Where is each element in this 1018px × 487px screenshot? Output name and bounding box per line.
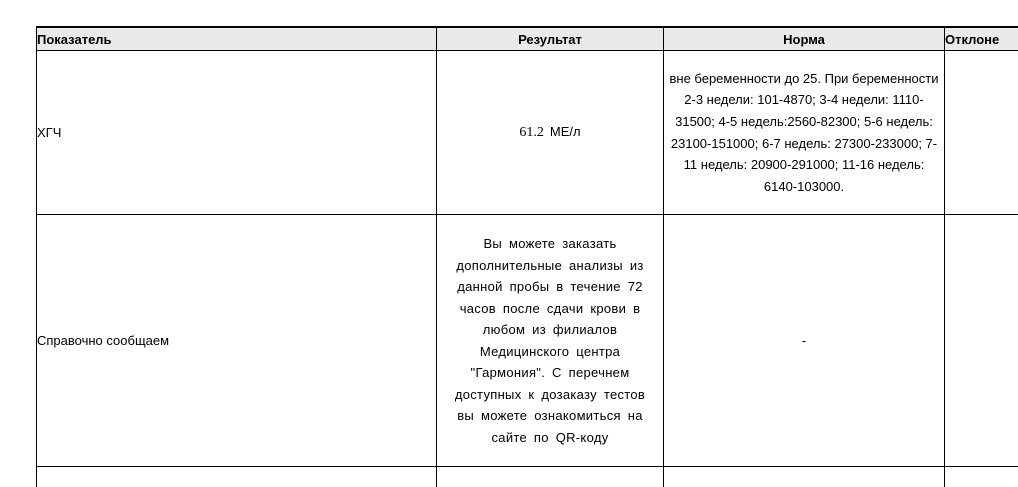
- norm-text: вне беременности до 25. При беременности 2-3 недели: 101-4870; 3-4 недели: 1110-31500; 4-5 недель:2560-82300; 5-6 недель: 23100-151000; 6-7 недель: 27300-233000; 7-11 недель: 20900-291000; 11-16 недель: 6140-103000.: [669, 70, 939, 194]
- empty-cell: [664, 467, 945, 487]
- header-indicator: Показатель: [37, 27, 437, 51]
- table-row: [37, 215, 1018, 467]
- table-header-row: [37, 27, 1018, 51]
- info-text: Вы можете заказать дополнительные анализы из данной пробы в течение 72 часов после сдачи крови в любом из филиалов Медицинского центра "Гармония". С перечнем доступных к дозаказу тестов вы можете ознакомиться на сайте по QR-коду: [454, 236, 646, 445]
- header-deviation: Отклоне: [945, 27, 1018, 51]
- norm-text: -: [801, 333, 807, 348]
- norm-cell: [664, 215, 945, 467]
- norm-cell: [664, 51, 945, 215]
- result-value: 61.2: [519, 125, 544, 140]
- empty-cell: [37, 467, 437, 487]
- table-row: [37, 467, 1018, 487]
- deviation-cell: [945, 51, 1018, 215]
- indicator-name: ХГЧ: [37, 51, 437, 215]
- result-unit: МЕ/л: [549, 124, 581, 139]
- results-table: [36, 26, 1018, 487]
- header-norm: Норма: [664, 27, 945, 51]
- empty-cell: [945, 467, 1018, 487]
- deviation-cell: [945, 215, 1018, 467]
- indicator-name: Справочно сообщаем: [37, 215, 437, 467]
- empty-cell: [437, 467, 664, 487]
- table-row: [37, 51, 1018, 215]
- header-result: Результат: [437, 27, 664, 51]
- result-cell: [437, 51, 664, 215]
- result-cell: [437, 215, 664, 467]
